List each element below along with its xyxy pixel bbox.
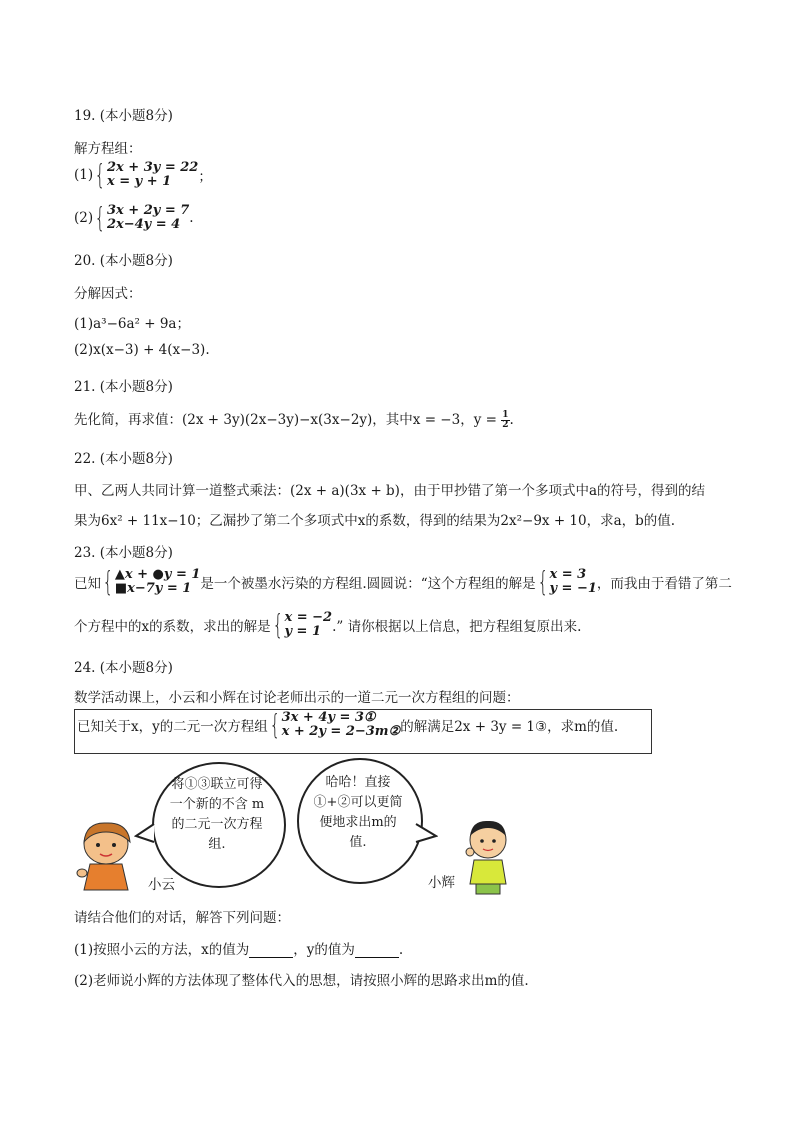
q20-header: 20. (本小题8分) (74, 253, 173, 269)
q19-part1-label: (1) (74, 167, 94, 183)
q22-header: 22. (本小题8分) (74, 451, 173, 467)
q21-fraction (501, 411, 509, 430)
left-brace: { (269, 708, 281, 741)
left-brace: { (272, 608, 283, 641)
q23-sys3-eq1: x = −2 (284, 610, 333, 625)
q24-part1 (74, 938, 403, 958)
q20-part1: (1)a³−6a² + 9a； (74, 316, 190, 332)
q24-box-pre: 已知关于x，y的二元一次方程组 (77, 719, 268, 735)
bubble-right-text: 哈哈！直接①+②可以更简便地求出m的值. (313, 775, 403, 850)
q24-intro: 数学活动课上，小云和小辉在讨论老师出示的一道二元一次方程组的问题： (74, 690, 520, 706)
q24-part1-b: ，y的值为 (293, 942, 355, 958)
q24-box-eq2: x + 2y = 2−3m② (281, 724, 401, 739)
q21-end: . (509, 412, 514, 428)
q24-part2: (2)老师说小辉的方法体现了整体代入的思想，请按照小辉的思路求出m的值. (74, 973, 529, 989)
q19-part2-eq2: 2x−4y = 4 (106, 217, 181, 232)
speech-tail-left (134, 822, 156, 844)
speech-tail-right (414, 822, 438, 844)
q20-part2: (2)x(x−3) + 4(x−3). (74, 342, 210, 358)
q24-header: 24. (本小题8分) (74, 660, 173, 676)
q19-part2 (74, 201, 194, 234)
q19-instruction: 解方程组： (74, 141, 142, 157)
q19-part2-end: . (189, 210, 194, 226)
q19-part1-end: ； (198, 169, 212, 185)
q19-part1-system (107, 161, 198, 189)
q21-header: 21. (本小题8分) (74, 379, 173, 395)
girl-illustration (76, 818, 138, 893)
fraction-denominator: 2 (502, 420, 509, 430)
q23-post: ，而我由于看错了第二 (596, 576, 732, 592)
left-brace: { (537, 565, 548, 598)
boy-illustration (458, 818, 518, 896)
q24-part1-c: . (398, 942, 404, 958)
q23-line2 (74, 608, 582, 641)
q20-instruction: 分解因式： (74, 286, 142, 302)
q23-wrong-solution-system (284, 611, 332, 639)
q22-line2: 果为6x² + 11x−10；乙漏抄了第二个多项式中x的系数，得到的结果为2x²−9x + 10，求a，b的值. (74, 513, 676, 529)
q21-text (74, 408, 514, 430)
q24-box-post: 的解满足2x + 3y = 1③，求m的值. (400, 719, 619, 735)
left-brace: { (102, 565, 114, 598)
left-brace: { (94, 201, 106, 234)
q21-text-main: 先化简，再求值：(2x + 3y)(2x−3y)−x(3x−2y)，其中x = −3，y = (74, 412, 502, 428)
q19-part2-eq1: 3x + 2y = 7 (106, 203, 190, 218)
q19-part2-system (107, 204, 189, 232)
q23-sys3-eq2: y = 1 (284, 624, 321, 639)
q22-line1: 甲、乙两人共同计算一道整式乘法：(2x + a)(3x + b)，由于甲抄错了第一个多项式中a的符号，得到的结 (74, 483, 705, 499)
q19-part2-label: (2) (74, 210, 94, 226)
bubble-left-text: 将①③联立可得一个新的不含 m 的二元一次方程组. (169, 777, 265, 852)
q24-part1-a: (1)按照小云的方法，x的值为 (74, 942, 250, 958)
q24-prompt: 请结合他们的对话，解答下列问题： (74, 910, 290, 926)
q19-part1-eq2: x = y + 1 (106, 174, 172, 189)
q23-header: 23. (本小题8分) (74, 545, 173, 561)
q23-polluted-system (115, 568, 201, 596)
name-xiaohui: 小辉 (428, 875, 455, 891)
answer-blank-x[interactable] (249, 943, 293, 958)
q23-sys1-eq2: ■x−7y = 1 (114, 581, 192, 596)
fraction-numerator: 1 (502, 410, 509, 420)
q19-part1-eq1: 2x + 3y = 22 (106, 160, 199, 175)
left-brace: { (94, 158, 106, 191)
q19-part1 (74, 158, 212, 191)
q23-solution-system (549, 568, 596, 596)
q23-sys2-eq2: y = −1 (549, 581, 597, 596)
q24-system (282, 711, 401, 739)
q19-header: 19. (本小题8分) (74, 108, 173, 124)
q23-pre: 已知 (74, 576, 101, 592)
answer-blank-y[interactable] (355, 943, 399, 958)
q23-line2-post: .” 请你根据以上信息，把方程组复原出来. (332, 619, 582, 635)
q24-box-eq1: 3x + 4y = 3① (281, 710, 376, 725)
q23-mid: 是一个被墨水污染的方程组.圆圆说：“这个方程组的解是 (200, 576, 536, 592)
q24-problem (77, 708, 619, 741)
name-xiaoyun: 小云 (148, 877, 175, 893)
q23-line1 (74, 565, 732, 598)
q23-sys1-eq1: ▲x + ●y = 1 (114, 567, 201, 582)
q23-sys2-eq1: x = 3 (549, 567, 587, 582)
q23-line2-pre: 个方程中的x的系数，求出的解是 (74, 619, 271, 635)
